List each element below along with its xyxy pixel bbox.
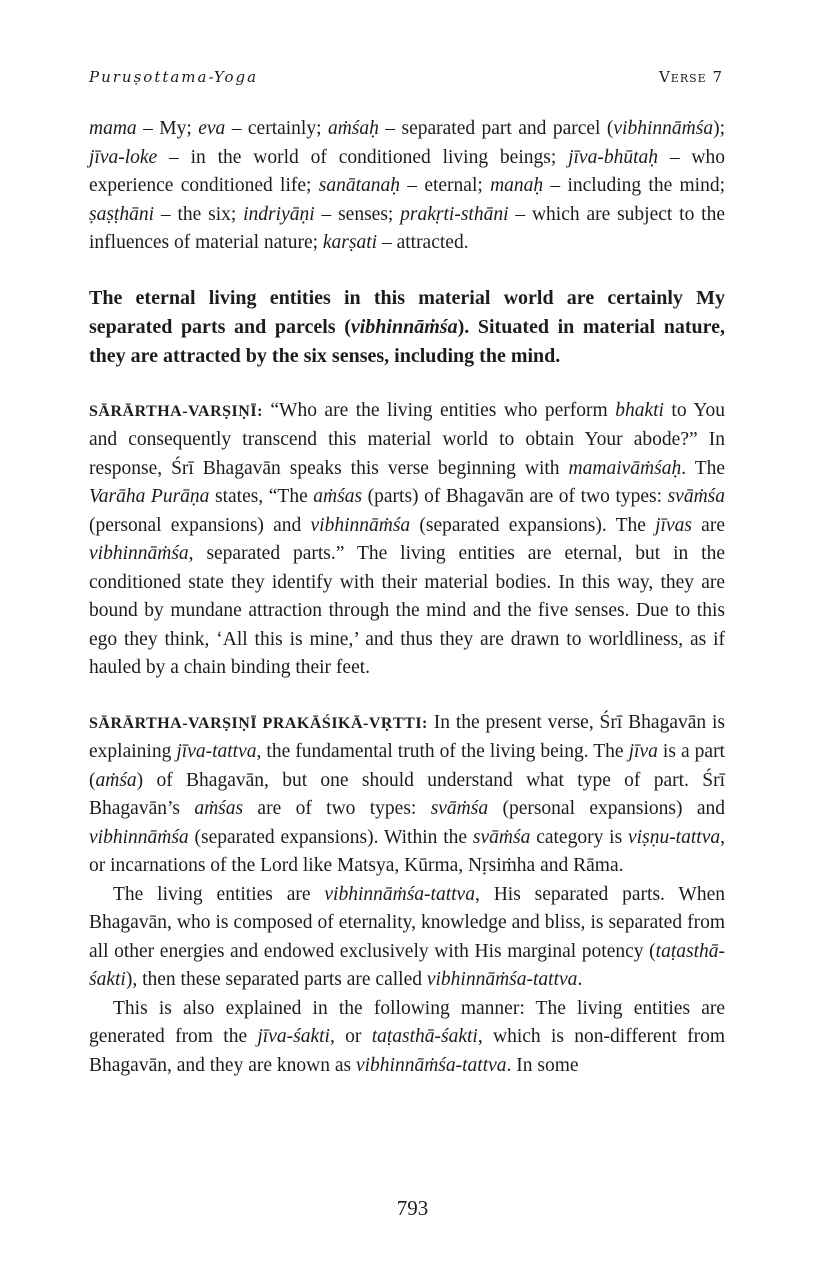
italic-term: taṭasthā-śakti	[89, 940, 725, 990]
italic-term: Varāha Purāṇa	[89, 486, 210, 507]
italic-term: aṁśa	[95, 769, 137, 791]
italic-term: vibhinnāṁśa	[89, 543, 189, 564]
italic-term: vibhinnāṁśa	[89, 826, 189, 848]
italic-term: svāṁśa	[472, 826, 531, 848]
italic-term: jīvas	[655, 514, 692, 536]
italic-term: karṣati	[322, 232, 378, 253]
prakasika-text-1: In the present verse, Śrī Bhagavān is explaining jīva-tattva, the fundamental truth of the living being. The jīva is a part (aṁśa) of Bhagavān, but one should understand what type of part. Śrī Bhagavān’s aṁśas are of two types: svāṁśa (personal expansions) and vibhinnāṁśa (separated expansions). Within the svāṁśa category is viṣṇu-tattva, or incarnations of the Lord like Matsya, Kūrma, Nṛsiṁha and Rāma.	[89, 711, 725, 876]
commentary-text: “Who are the living entities who perform bhakti to You and consequently transcend this material world to obtain Your abode?” In response, Śrī Bhagavān speaks this verse beginning with mamaivāṁśaḥ. The Varāha Purāṇa states, “The aṁśas (parts) of Bhagavān are of two types: svāṁśa (personal expansions) and vibhinnāṁśa (separated expansions). The jīvas are vibhinnāṁśa, separated parts.” The living entities are eternal, but in the conditioned state they identify with their material bodies. In this way, they are bound by mundane attraction through the mind and the five senses. Due to this ego they think, ‘All this is mine,’ and thus they are drawn to worldliness, as if hauled by a chain binding their feet.	[89, 399, 726, 678]
prakasika-paragraph-1	[89, 709, 725, 881]
italic-term: jīva-tattva	[176, 741, 257, 762]
prakasika-paragraph-2: The living entities are vibhinnāṁśa-tattva, His separated parts. When Bhagavān, who is composed of eternality, knowledge and bliss, is separated from all other energies and endowed exclusively with His marginal potency (taṭasthā-śakti), then these separated parts are called vibhinnāṁśa-tattva.	[89, 883, 725, 990]
italic-term: vibhinnāṁśa	[310, 514, 411, 536]
prakasika-label: SĀRĀRTHA-VARṢIṆĪ PRAKĀŚIKĀ-VṚTTI:	[89, 714, 428, 732]
italic-term: ṣaṣṭhāni	[89, 203, 155, 225]
page-number: 793	[396, 1196, 429, 1220]
italic-term: mamaivāṁśaḥ	[568, 457, 682, 479]
italic-term: manaḥ	[490, 175, 544, 196]
italic-term: taṭasthā-śakti	[371, 1026, 478, 1047]
italic-term: vibhinnāṁśa	[350, 315, 458, 338]
running-header	[89, 68, 723, 92]
italic-term: aṁśas	[194, 798, 244, 819]
header-chapter-title: Puruṣottama-Yoga	[89, 68, 259, 86]
italic-term: aṁśas	[313, 486, 363, 507]
page-body	[89, 115, 725, 1080]
italic-term: aṁśaḥ	[327, 118, 379, 139]
italic-term: indriyāṇi	[243, 203, 315, 225]
word-for-word-gloss: mama – My; eva – certainly; aṁśaḥ – separated part and parcel (vibhinnāṁśa); jīva-loke – in the world of conditioned living beings; jīva-bhūtaḥ – who experience conditioned life; sanātanaḥ – eternal; manaḥ – including the mind; ṣaṣṭhāni – the six; indriyāṇi – senses; prakṛti-sthāni – which are subject to the influences of material nature; karṣati – attracted.	[89, 118, 726, 253]
italic-term: prakṛti-sthāni	[400, 203, 509, 225]
verse-translation: The eternal living entities in this material world are certainly My separated parts and parcels (vibhinnāṁśa). Situated in material nature, they are attracted by the six senses, including the mind.	[89, 286, 725, 367]
header-verse-label: Verse 7	[658, 68, 723, 86]
sarartha-varsini-commentary	[89, 397, 725, 683]
italic-term: sanātanaḥ	[318, 175, 401, 196]
italic-term: jīva	[628, 741, 658, 762]
italic-term: bhakti	[615, 399, 664, 421]
italic-term: jīva-loke	[89, 146, 158, 168]
italic-term: viṣṇu-tattva	[628, 826, 721, 848]
italic-term: vibhinnāṁśa-tattva	[324, 883, 475, 905]
italic-term: svāṁśa	[430, 798, 489, 819]
italic-term: vibhinnāṁśa-tattva	[426, 969, 578, 990]
commentary-label: SĀRĀRTHA-VARṢIṆĪ:	[89, 402, 263, 420]
italic-term: jīva-śakti	[257, 1026, 330, 1047]
italic-term: svāṁśa	[667, 486, 726, 507]
italic-term: vibhinnāṁśa-tattva	[355, 1054, 507, 1076]
italic-term: vibhinnāṁśa	[613, 118, 714, 139]
italic-term: mama	[89, 118, 137, 139]
italic-term: jīva-bhūtaḥ	[568, 146, 658, 168]
prakasika-paragraph-3: This is also explained in the following manner: The living entities are generated from the jīva-śakti, or taṭasthā-śakti, which is non-different from Bhagavān, and they are known as vibhinnāṁśa-tattva. In some	[89, 997, 725, 1076]
italic-term: eva	[198, 118, 226, 139]
